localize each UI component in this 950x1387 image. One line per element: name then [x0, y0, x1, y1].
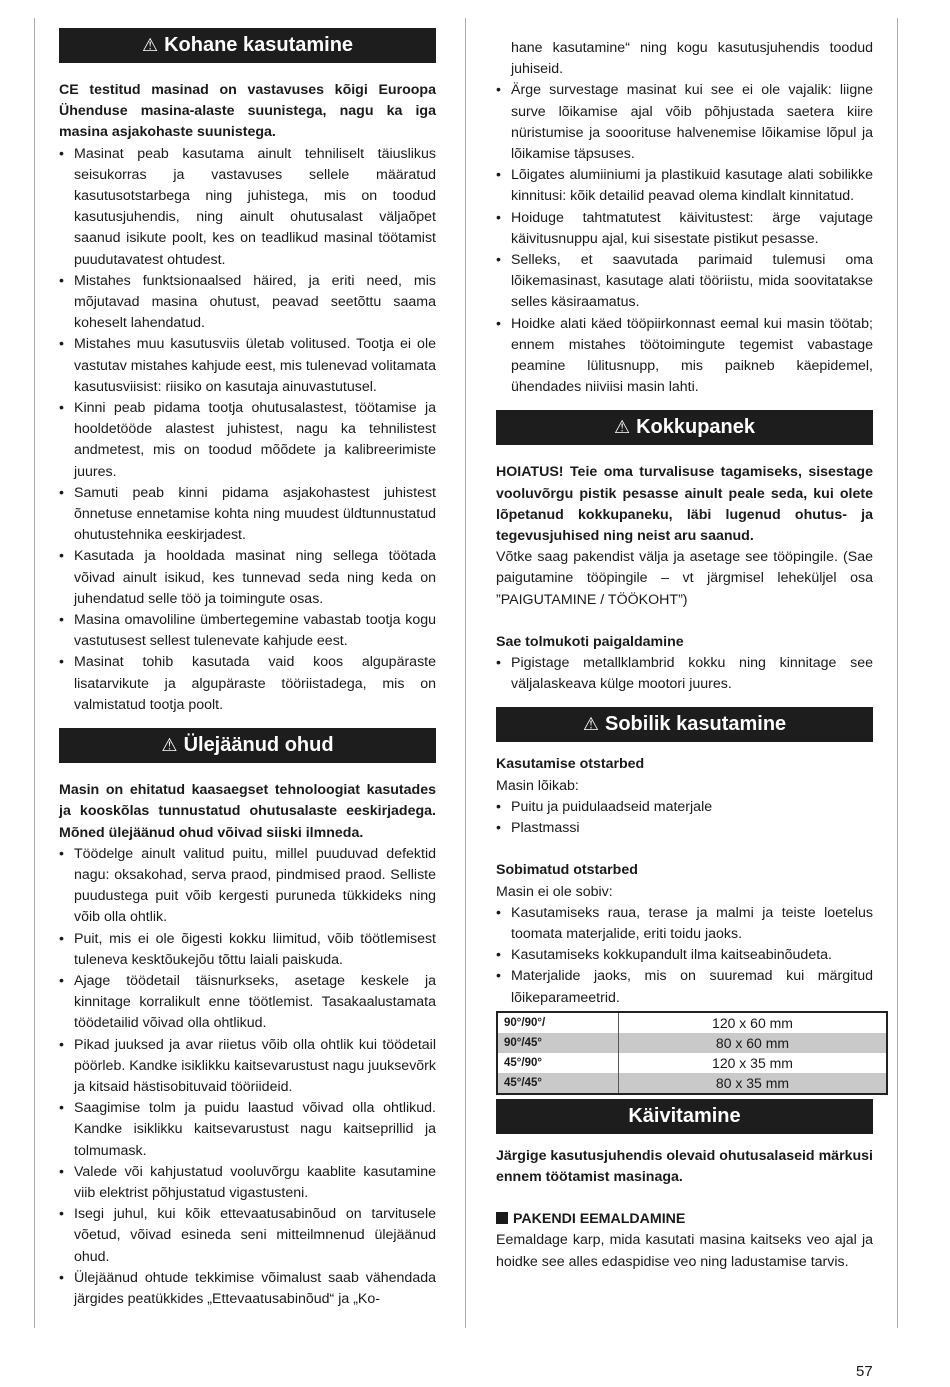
list-item: • Isegi juhul, kui kõik ettevaatusabinõud on tarvitusele võetud, võivad esineda seni mitteilmnenud ülejäänud ohud.	[59, 1204, 436, 1268]
list-item: • Selleks, et saavutada parimaid tulemusi oma lõikemasinast, kasutage alati tööriistu, mida soovitatakse selles käsiraamatus.	[496, 250, 873, 314]
size-cell: 80 x 35 mm	[619, 1073, 888, 1094]
list-item: • Hoiduge tahtmatutest käivitustest: ärge vajutage käivitusnuppu ajal, kui sisestate pistikut pesasse.	[496, 208, 873, 250]
column-divider-rule	[465, 18, 466, 1328]
page-number: 57	[856, 1363, 873, 1380]
table-row	[497, 1073, 887, 1094]
paragraph: Masin ei ole sobiv:	[496, 883, 613, 900]
bullet-list	[59, 844, 436, 1310]
list-item: • Kinni peab pidama tootja ohutusalastest, töötamise ja hooldetööde alastest juhistest, nagu ka tehnilistest andmetest, mis on toodud mõõdete ja kalibreerimiste juures.	[59, 398, 436, 483]
list-item: • Ärge survestage masinat kui see ei ole vajalik: liigne surve lõikamise ajal võib põhjustada saetera kiire nüristumise ja sooorituse halvenemise lõikamise lõpul ja lõikamise täpsuses.	[496, 80, 873, 165]
list-item: • Materjalide jaoks, mis on suuremad kui märgitud lõikeparameetrid.	[496, 966, 873, 1008]
cutting-capacity-table	[496, 1011, 888, 1095]
warning-icon: ⚠	[161, 735, 178, 756]
paragraph: Võtke saag pakendist välja ja asetage see tööpingile. (Sae paigutamine tööpingile – vt järgmisel leheküljel osa ”PAIGUTAMINE / TÖÖKOHT”)	[496, 549, 873, 608]
list-item: • Kasutamiseks raua, terase ja malmi ja teiste loetelus toomata materjalide, eriti toidu jaoks.	[496, 903, 873, 945]
size-cell: 80 x 60 mm	[619, 1033, 888, 1053]
continued-text: hane kasutamine“ ning kogu kasutusjuhendis toodud juhiseid.	[511, 40, 873, 78]
left-margin-rule	[34, 18, 35, 1328]
bullet-list	[496, 903, 873, 1009]
list-item: • Pigistage metallklambrid kokku ning kinnitage see väljalaskeava külge mootori juures.	[496, 653, 873, 695]
list-item: • Pikad juuksed ja avar riietus võib olla ohtlik kui töödetail pöörleb. Kandke isiklikku kaitsevarustust nagu juuksevõrk ja kitsaid hästisobituvaid tööriideid.	[59, 1035, 436, 1099]
angle-cell: 90°/90°/	[497, 1012, 619, 1033]
bullet-list	[496, 80, 873, 398]
list-item: • Kasutada ja hooldada masinat ning sellega töötada võivad ainult isikud, kes tunnevad seda ning keda on juhendatud selle töö ja toimingute osas.	[59, 546, 436, 610]
table-row	[497, 1012, 887, 1033]
section-lead: Järgige kasutusjuhendis olevaid ohutusalaseid märkusi ennem töötamist masinaga.	[496, 1147, 873, 1185]
list-item: • Samuti peab kinni pidama asjakohastest juhistest õnnetuse ennetamise kohta ning muudest üldtunnustatud ohutustehnika eeskirjadest.	[59, 483, 436, 547]
table-row	[497, 1033, 887, 1053]
section-heading-kaivitamine: Käivitamine	[496, 1099, 873, 1134]
list-item: • Masinat tohib kasutada vaid koos algupäraste lisatarvikute ja algupäraste tööriistadega, mis on valmistatud tootja poolt.	[59, 652, 436, 716]
warning-icon: ⚠	[141, 35, 159, 55]
list-item: • Lõigates alumiiniumi ja plastikuid kasutage alati sobilikke kinnitusi: kõik detailid peavad olema kindlalt kinnitatud.	[496, 165, 873, 207]
paragraph: Eemaldage karp, mida kasutati masina kaitseks veo ajal ja hoidke see alles edaspidise veo ning ladustamise tarvis.	[496, 1232, 873, 1270]
list-item: • Masinat peab kasutama ainult tehniliselt täiuslikus seisukorras ja vastavuses sellele määratud kasutusotstarbega ning juhistega, mis on toodud kasutusjuhendis, ning ainult ohutusalast väljaõpet saanud isikute poolt, kes on teadlikud masinal töötamist puudutavatest ohtudest.	[59, 144, 436, 271]
subheading: Sobimatud otstarbed	[496, 862, 638, 879]
angle-cell: 90°/45°	[497, 1033, 619, 1053]
subheading: Kasutamise otstarbed	[496, 756, 645, 773]
list-item: • Kasutamiseks kokkupandult ilma kaitseabinõudeta.	[496, 945, 873, 966]
size-cell: 120 x 60 mm	[712, 1014, 793, 1031]
bullet-list	[59, 144, 436, 716]
table-row	[497, 1053, 887, 1073]
list-item: • Puitu ja puidulaadseid materjale	[496, 797, 873, 818]
list-item: • Plastmassi	[496, 818, 873, 839]
list-item: • Mistahes muu kasutusviis ületab volitused. Tootja ei ole vastutav mistahes kahjude eest, mis tulenevad volitamata kasutusviisist: riisiko on kasutaja ainuvastutusel.	[59, 334, 436, 398]
square-bullet-icon	[496, 1212, 508, 1224]
left-column	[59, 28, 436, 1310]
section-lead: HOIATUS! Teie oma turvalisuse tagamiseks, sisestage vooluvõrgu pistik pesasse ainult peale seda, kui olete lõpetanud kokkupaneku, läbi lugenud ohutus- ja tegevusjuhised ning neist aru saanud.	[496, 464, 873, 545]
list-item: • Ülejäänud ohtude tekkimise võimalust saab vähendada järgides peatükkides „Ettevaatusabinõud“ ja „Ko-	[59, 1268, 436, 1310]
list-item: • Töödelge ainult valitud puitu, millel puuduvad defektid nagu: oksakohad, serva praod, pindmised praod. Selliste puudustega puit võib kergesti puruneda tükkideks ning võib olla ohtlik.	[59, 844, 436, 929]
list-item: • Saagimise tolm ja puidu laastud võivad olla ohtlikud. Kandke isiklikku kaitsevarustust nagu kaitseprillid ja tolmumask.	[59, 1098, 436, 1162]
section-heading-kokkupanek: ⚠ Kokkupanek	[496, 410, 873, 445]
section-heading-sobilik-kasutamine: ⚠ Sobilik kasutamine	[496, 707, 873, 742]
list-item: • Mistahes funktsionaalsed häired, ja eriti need, mis mõjutavad masina ohutust, peavad seetõttu saama koheselt lahendatud.	[59, 271, 436, 335]
section-heading-ulejaanud-ohud: ⚠ Ülejäänud ohud	[59, 728, 436, 763]
right-margin-rule	[897, 18, 898, 1328]
angle-cell: 45°/90°	[497, 1053, 619, 1073]
list-item: • Ajage töödetail täisnurkseks, asetage keskele ja kinnitage korralikult enne töötlemist. Tasakaalustamata töödetailid võivad olla ohtlikud.	[59, 971, 436, 1035]
right-column	[496, 38, 873, 1273]
bullet-list	[496, 797, 873, 839]
warning-icon: ⚠	[582, 714, 599, 735]
list-item: • Valede või kahjustatud vooluvõrgu kaablite kasutamine viib elektrist põhjustatud vigastusteni.	[59, 1162, 436, 1204]
section-heading-kohane-kasutamine: ⚠ Kohane kasutamine	[59, 28, 436, 63]
paragraph: Masin lõikab:	[496, 777, 579, 794]
angle-cell: 45°/45°	[497, 1073, 619, 1094]
section-lead: Masin on ehitatud kaasaegset tehnoloogiat kasutades ja kooskõlas tunnustatud ohutusalaste eeskirjadega. Mõned ülejäänud ohud võivad siiski ilmneda.	[59, 782, 436, 841]
warning-icon: ⚠	[613, 417, 631, 438]
list-item: • Masina omavoliline ümbertegemine vabastab tootja kogu vastutusest sellest tulenevate kahjude eest.	[59, 610, 436, 652]
section-lead: CE testitud masinad on vastavuses kõigi Euroopa Ühenduse masina-alaste suunistega, nagu ka iga masina asjakohaste suunistega.	[59, 82, 436, 141]
list-item: • Puit, mis ei ole õigesti kokku liimitud, võib töötlemisest tuleneva kesktõukejõu tõttu laiali paiskuda.	[59, 929, 436, 971]
list-item: • Hoidke alati käed tööpiirkonnast eemal kui masin töötab; ennem mistahes töötoimingute tegemist vabastage peamine lülitusnupp, mis paikneb käepidemel, ühendades niiviisi masin lahti.	[496, 314, 873, 399]
subheading: Sae tolmukoti paigaldamine	[496, 633, 684, 650]
bullet-list	[496, 653, 873, 695]
size-cell: 120 x 35 mm	[712, 1054, 793, 1071]
subheading: PAKENDI EEMALDAMINE	[496, 1209, 873, 1230]
